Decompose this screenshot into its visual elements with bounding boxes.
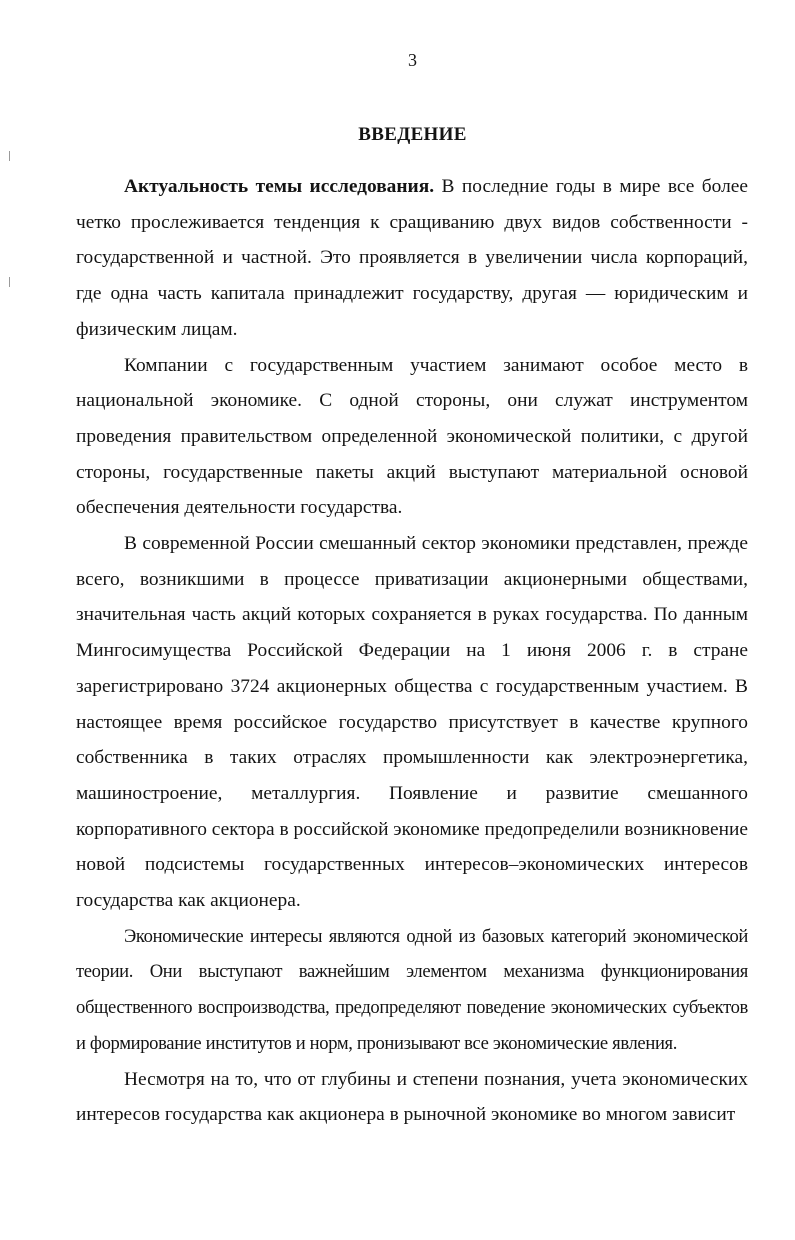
paragraph-lead: Актуальность темы исследования. [124, 176, 435, 197]
paragraph-text: Экономические интересы являются одной из базовых категорий экономической теории. Они выступают важнейшим элементом механизма функционирования общественного воспроизводства, предопределяют поведение экономических субъектов и формирование институтов и норм, пронизывают все экономические явления. [76, 925, 748, 1054]
body-text [76, 169, 748, 1133]
paragraph-economic-interests [76, 919, 748, 1062]
paragraph-state-companies [76, 348, 748, 527]
paragraph-text: Несмотря на то, что от глубины и степени познания, учета экономических интересов государства как акционера в рыночной экономике во многом зависит [76, 1068, 748, 1126]
paragraph-text: В последние годы в мире все более четко прослеживается тенденция к сращиванию двух видов собственности - государственной и частной. Это проявляется в увеличении числа корпораций, где одна часть капитала принадлежит государству, другая — юридическим и физическим лицам. [76, 176, 748, 340]
paragraph-relevance [76, 169, 748, 348]
paragraph-text: Компании с государственным участием занимают особое место в национальной экономике. С одной стороны, они служат инструментом проведения правительством определенной экономической политики, с другой стороны, государственные пакеты акций выступают материальной основой обеспечения деятельности государства. [76, 354, 748, 519]
section-heading: ВВЕДЕНИЕ [358, 124, 467, 145]
page-number: 3 [408, 50, 417, 70]
margin-mark [9, 151, 10, 161]
paragraph-text: В современной России смешанный сектор экономики представлен, прежде всего, возникшими в процессе приватизации акционерными обществами, значительная часть акций которых сохраняется в руках государства. По данным Мингосимущества Российской Федерации на 1 июня 2006 г. в стране зарегистрировано 3724 акционерных общества с государственным участием. В настоящее время российское государство присутствует в качестве крупного собственника в таких отраслях промышленности как электроэнергетика, машиностроение, металлургия. Появление и развитие смешанного корпоративного сектора в российской экономике предопределили возникновение новой подсистемы государственных интересов–экономических интересов государства как акционера. [76, 533, 748, 912]
paragraph-despite [76, 1062, 748, 1133]
paragraph-mixed-sector [76, 526, 748, 919]
margin-mark [9, 277, 10, 287]
